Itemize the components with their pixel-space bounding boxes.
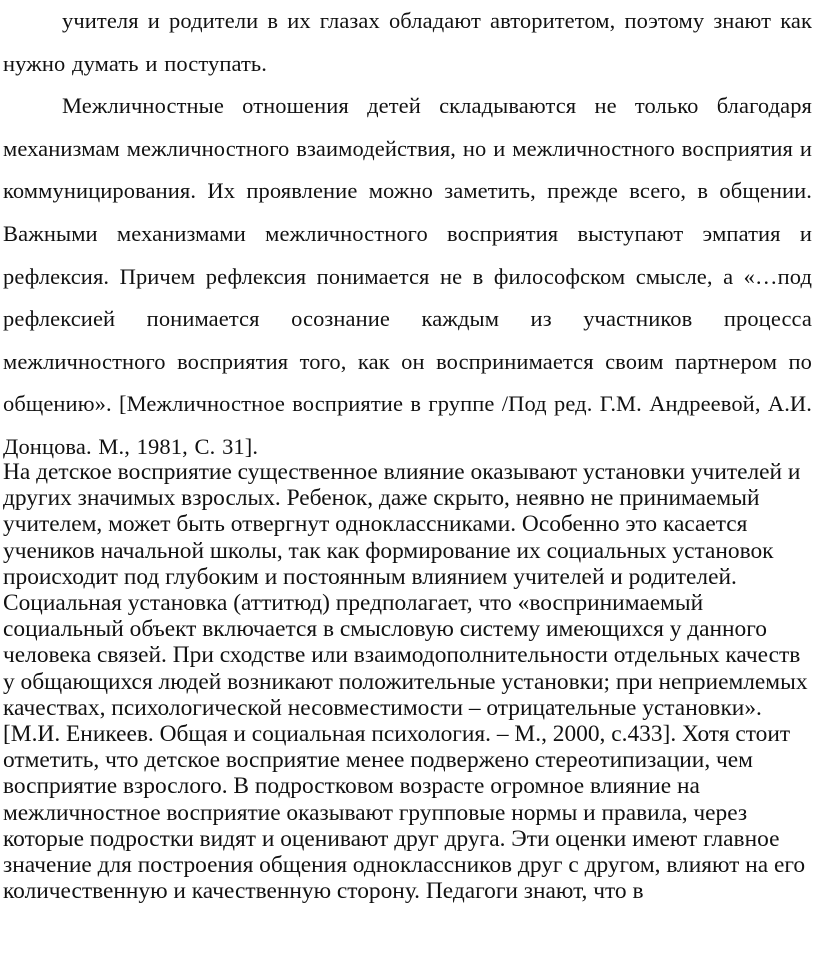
lower-text-block	[3, 459, 814, 904]
paragraph-child-perception: На детское восприятие существенное влияние оказывают установки учителей и других значимых взрослых. Ребенок, даже скрыто, неявно не принимаемый учителем, может быть отвергнут одноклассниками. Особенно это касается учеников начальной школы, так как формирование их социальных установок происходит под глубоким и постоянным влиянием учителей и родителей. Социальная установка (аттитюд) предполагает, что «воспринимаемый социальный объект включается в смысловую систему имеющихся у данного человека связей. При сходстве или взаимодополнительности отдельных качеств у общающихся людей возникают положительные установки; при неприемлемых качествах, психологической несовместимости – отрицательные установки». [М.И. Еникеев. Общая и социальная психология. – М., 2000, с.433]. Хотя стоит отметить, что детское восприятие менее подвержено стереотипизации, чем восприятие взрослого. В подростковом возрасте огромное влияние на межличностное восприятие оказывают групповые нормы и правила, через которые подростки видят и оценивают друг друга. Эти оценки имеют главное значение для построения общения одноклассников друг с другом, влияют на его количественную и качественную сторону. Педагоги знают, что в	[3, 459, 808, 905]
paragraph-interpersonal-relations: Межличностные отношения детей складываются не только благодаря механизмам межличностного взаимодействия, но и межличностного восприятия и коммуницирования. Их проявление можно заметить, прежде всего, в общении. Важными механизмами межличностного восприятия выступают эмпатия и рефлексия. Причем рефлексия понимается не в философском смысле, а «…под рефлексией понимается осознание каждым из участников процесса межличностного восприятия того, как он воспринимается своим партнером по общению». [Межличностное восприятие в группе /Под ред. Г.М. Андреевой, А.И. Донцова. М., 1981, С. 31].	[3, 93, 812, 459]
upper-text-block	[3, 0, 812, 469]
paragraph-continuation: учителя и родители в их глазах обладают авторитетом, поэтому знают как нужно думать и поступать.	[3, 8, 812, 76]
